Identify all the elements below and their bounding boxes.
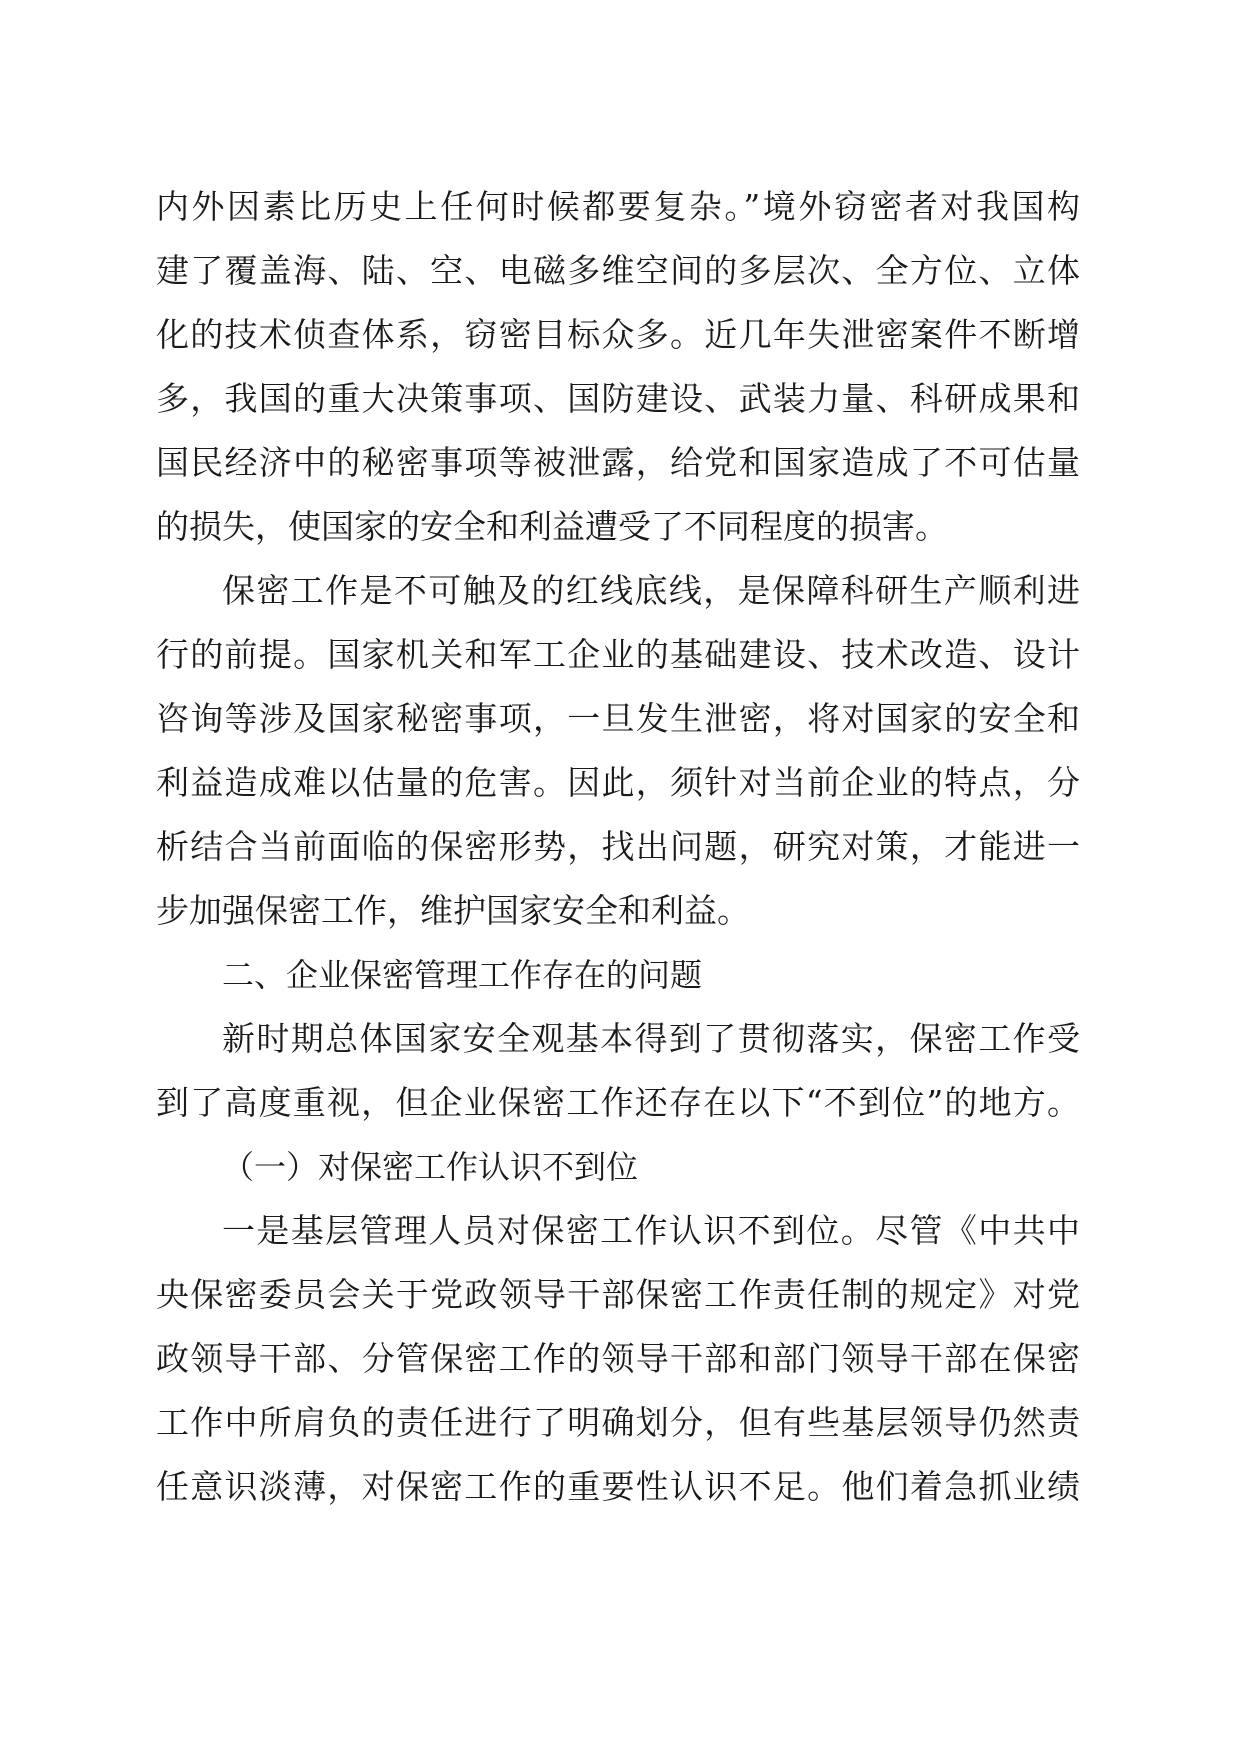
paragraph-line: 咨询等涉及国家秘密事项，一旦发生泄密，将对国家的安全和 xyxy=(156,699,1080,738)
paragraph-line: 政领导干部、分管保密工作的领导干部和部门领导干部在保密 xyxy=(156,1339,1080,1378)
paragraph-line: 工作中所肩负的责任进行了明确划分，但有些基层领导仍然责 xyxy=(156,1403,1080,1442)
paragraph-line: 利益造成难以估量的危害。因此，须针对当前企业的特点，分 xyxy=(156,763,1080,802)
paragraph-line: 到了高度重视，但企业保密工作还存在以下“不到位”的地方。 xyxy=(156,1083,1080,1122)
paragraph-line: 央保密委员会关于党政领导干部保密工作责任制的规定》对党 xyxy=(156,1275,1080,1314)
paragraph-line: 化的技术侦查体系，窃密目标众多。近几年失泄密案件不断增 xyxy=(156,315,1080,354)
paragraph-line: 新时期总体国家安全观基本得到了贯彻落实，保密工作受 xyxy=(222,1019,1080,1058)
paragraph-line: 多，我国的重大决策事项、国防建设、武装力量、科研成果和 xyxy=(156,379,1080,418)
paragraph-line: 保密工作是不可触及的红线底线，是保障科研生产顺利进 xyxy=(222,571,1080,610)
paragraph-line: 国民经济中的秘密事项等被泄露，给党和国家造成了不可估量 xyxy=(156,443,1080,482)
section-heading: 二、企业保密管理工作存在的问题 xyxy=(222,956,703,994)
paragraph-line: 析结合当前面临的保密形势，找出问题，研究对策，才能进一 xyxy=(156,827,1080,866)
subsection-heading: （一）对保密工作认识不到位 xyxy=(222,1148,639,1186)
paragraph-line: 行的前提。国家机关和军工企业的基础建设、技术改造、设计 xyxy=(156,635,1080,674)
paragraph-line: 一是基层管理人员对保密工作认识不到位。尽管《中共中 xyxy=(222,1211,1080,1250)
paragraph-line: 任意识淡薄，对保密工作的重要性认识不足。他们着急抓业绩 xyxy=(156,1467,1080,1506)
paragraph-line: 内外因素比历史上任何时候都要复杂。”境外窃密者对我国构 xyxy=(156,187,1080,226)
paragraph-line: 的损失，使国家的安全和利益遭受了不同程度的损害。 xyxy=(156,507,948,546)
paragraph-line: 步加强保密工作，维护国家安全和利益。 xyxy=(156,891,750,930)
paragraph-line: 建了覆盖海、陆、空、电磁多维空间的多层次、全方位、立体 xyxy=(156,251,1080,290)
